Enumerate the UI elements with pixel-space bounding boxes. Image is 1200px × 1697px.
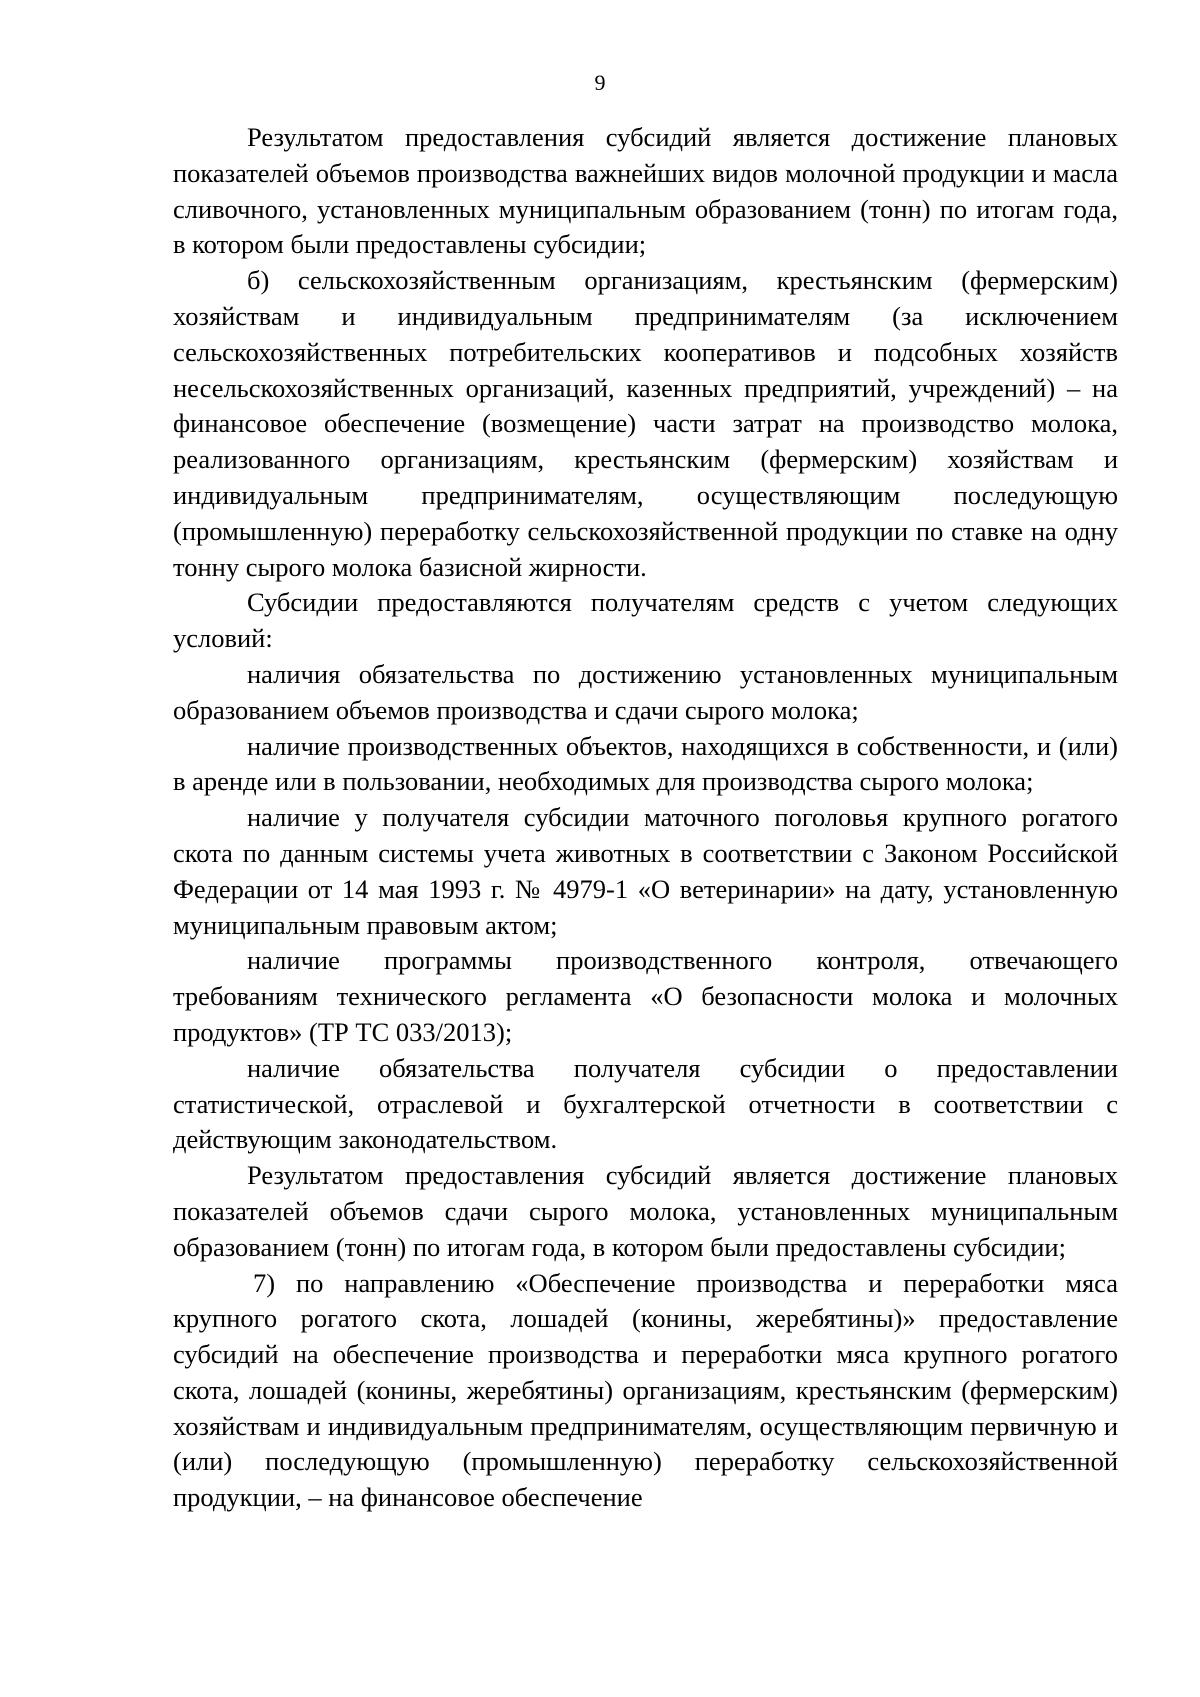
paragraph-conditions-intro: Субсидии предоставляются получателям средств с учетом следующих условий: [173,587,1118,654]
document-body [173,120,1118,1516]
paragraph-result-raw-milk: Результатом предоставления субсидий является достижение плановых показателей объемов сдачи сырого молока, установленных муниципальным образованием (тонн) по итогам года, в котором были предоставлены субсидии; [173,1160,1118,1262]
paragraph-item-7: 7) по направлению «Обеспечение производства и переработки мяса крупного рогатого скота, лошадей (конины, жеребятины)» предоставление субсидий на обеспечение производства и переработки мяса крупного рогатого скота, лошадей (конины, жеребятины) организациям, крестьянским (фермерским) хозяйствам и индивидуальным предпринимателям, осуществляющим первичную и (или) последующую (промышленную) переработку сельскохозяйственной продукции, – на финансовое обеспечение [173,1267,1118,1513]
paragraph-condition-facilities: наличие производственных объектов, находящихся в собственности, и (или) в аренде или в пользовании, необходимых для производства сырого молока; [173,730,1118,797]
paragraph-condition-control-program: наличие программы производственного контроля, отвечающего требованиям технического регламента «О безопасности молока и молочных продуктов» (ТР ТС 033/2013); [173,945,1118,1047]
paragraph-condition-obligation: наличия обязательства по достижению установленных муниципальным образованием объемов производства и сдачи сырого молока; [173,658,1118,725]
paragraph-condition-livestock: наличие у получателя субсидии маточного поголовья крупного рогатого скота по данным системы учета животных в соответствии с Законом Российской Федерации от 14 мая 1993 г. № 4979-1 «О ветеринарии» на дату, установленную муниципальным правовым актом; [173,802,1118,940]
page-number: 9 [594,70,606,95]
paragraph-condition-reporting: наличие обязательства получателя субсидии о предоставлении статистической, отраслевой и бухгалтерской отчетности в соответствии с действующим законодательством. [173,1052,1118,1155]
paragraph-result-milk-products: Результатом предоставления субсидий является достижение плановых показателей объемов производства важнейших видов молочной продукции и масла сливочного, установленных муниципальным образованием (тонн) по итогам года, в котором были предоставлены субсидии; [173,122,1118,260]
paragraph-item-b: б) сельскохозяйственным организациям, крестьянским (фермерским) хозяйствам и индивидуальным предпринимателям (за исключением сельскохозяйственных потребительских кооперативов и подсобных хозяйств несельскохозяйственных организаций, казенных предприятий, учреждений) – на финансовое обеспечение (возмещение) части затрат на производство молока, реализованного организациям, крестьянским (фермерским) хозяйствам и индивидуальным предпринимателям, осуществляющим последующую (промышленную) переработку сельскохозяйственной продукции по ставке на одну тонну сырого молока базисной жирности. [173,265,1118,582]
